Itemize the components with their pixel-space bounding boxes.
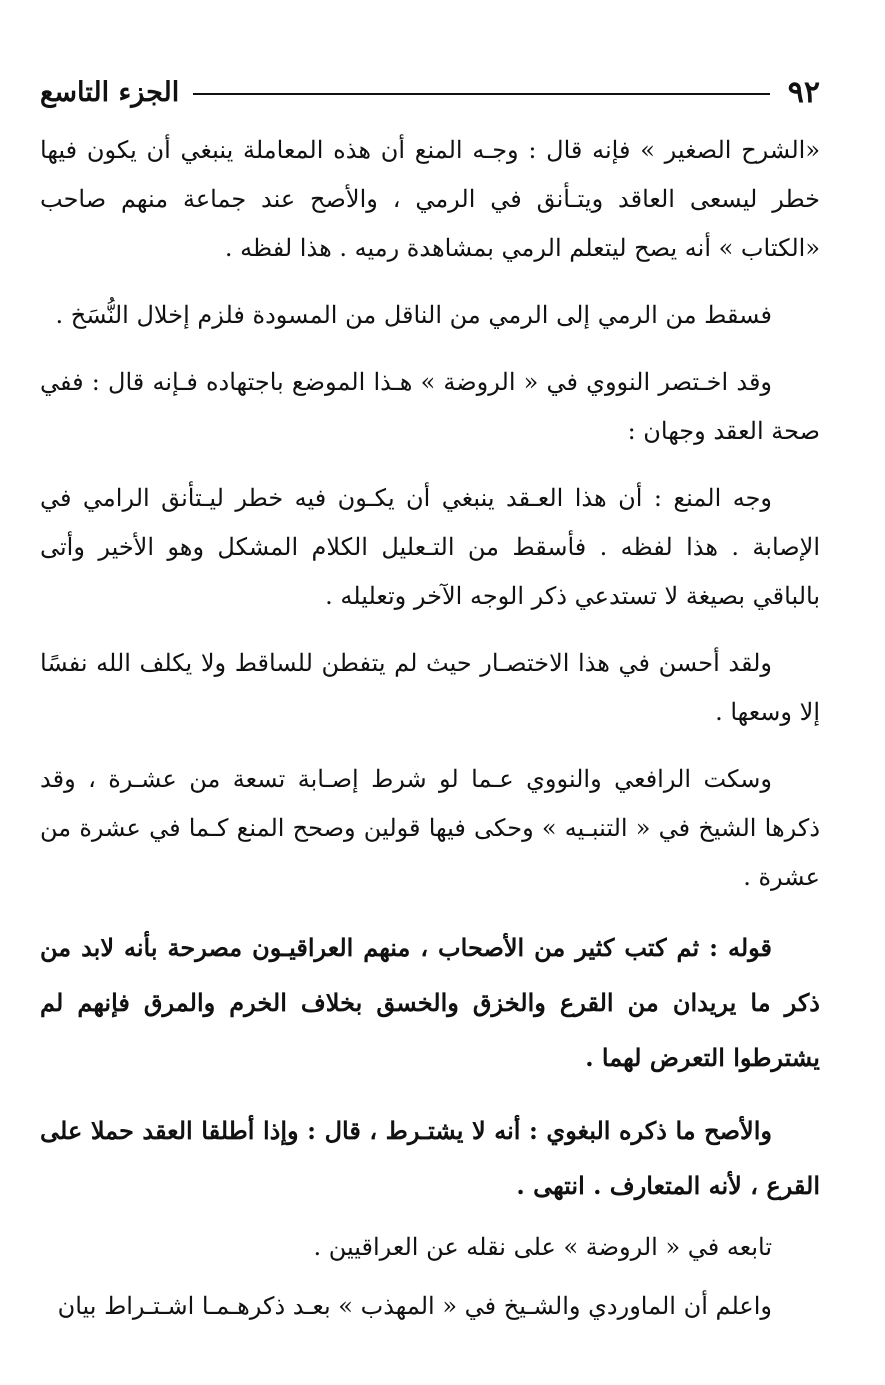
header-rule: [193, 93, 770, 95]
paragraph: ولقد أحسن في هذا الاختصـار حيث لم يتفطن للساقط ولا يكلف الله نفسًا إلا وسعها .: [40, 649, 820, 726]
paragraph: وجه المنع : أن هذا العـقد ينبغي أن يكـون فيه خطر ليـتأنق الرامي في الإصابة . هذا لفظه . فأسقط من التـعليل الكلام المشكل وهو الأخير وأتى بالباقي بصيغة لا تستدعي ذكر الوجه الآخر وتعليله .: [40, 484, 820, 610]
quoted-paragraph: قوله : ثم كتب كثير من الأصحاب ، منهم العراقيـون مصرحة بأنه لابد من ذكر ما يريدان من القرع والخزق والخسق بخلاف الخرم والمرق فإنهم لم يشترطوا التعرض لهما .: [40, 933, 820, 1072]
page-number: ٩٢: [787, 74, 820, 110]
paragraph: «الشرح الصغير » فإنه قال : وجـه المنع أن هذه المعاملة ينبغي أن يكون فيها خطر ليسعى العاقد ويتـأنق في الرمي ، والأصح عند جماعة منهم صاحب «الكتاب » أنه يصح ليتعلم الرمي بمشاهدة رميه . هذا لفظه .: [40, 136, 820, 262]
paragraph: فسقط من الرمي إلى الرمي من الناقل من المسودة فلزم إخلال النُّسَخ .: [55, 301, 772, 329]
page-header: [40, 72, 820, 112]
running-title: الجزء التاسع: [40, 76, 180, 108]
quoted-paragraph: والأصح ما ذكره البغوي : أنه لا يشتـرط ، قال : وإذا أطلقا العقد حملا على القرع ، لأنه المتعارف . انتهى .: [40, 1116, 820, 1200]
paragraph: تابعه في « الروضة » على نقله عن العراقيين .: [313, 1233, 772, 1261]
paragraph: واعلم أن الماوردي والشـيخ في « المهذب » بعـد ذكرهـمـا اشـتـراط بيان: [57, 1292, 772, 1320]
paragraph: وسكت الرافعي والنووي عـما لو شرط إصـابة تسعة من عشـرة ، وقد ذكرها الشيخ في « التنبـيه » وحكى فيها قولين وصحح المنع كـما في عشرة من عشرة .: [40, 765, 820, 891]
paragraph: وقد اخـتصر النووي في « الروضة » هـذا الموضع باجتهاده فـإنه قال : ففي صحة العقد وجهان :: [40, 368, 820, 445]
page-body: [40, 126, 820, 1349]
